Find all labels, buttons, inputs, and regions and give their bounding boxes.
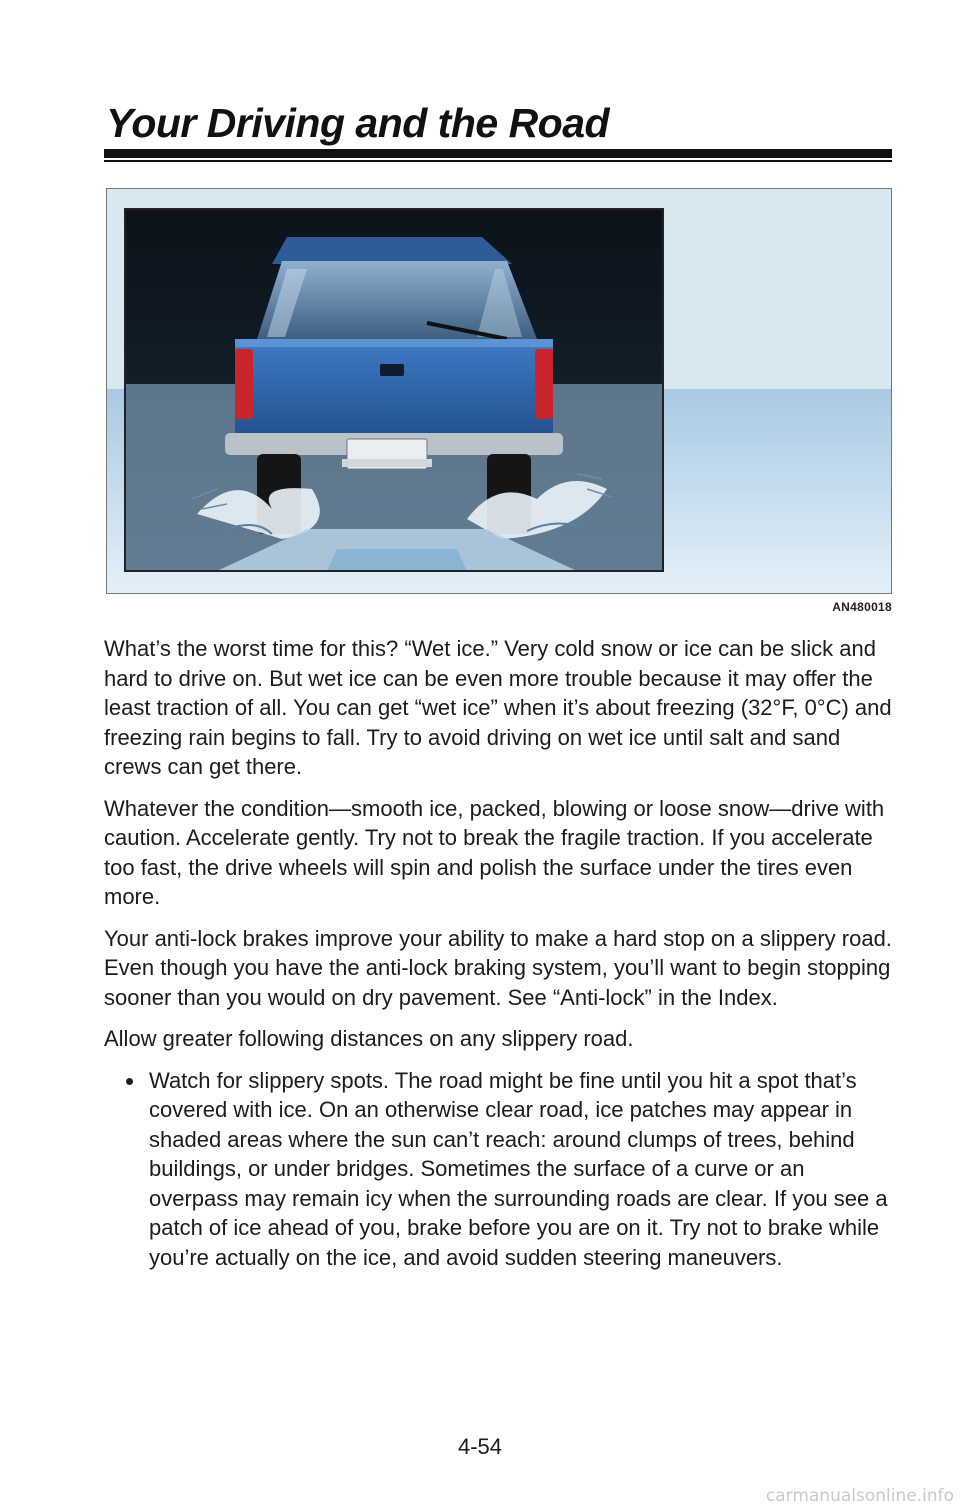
title-rule-thin — [104, 160, 892, 162]
body-text — [104, 634, 894, 1272]
paragraph: Your anti-lock brakes improve your ability to make a hard stop on a slippery road. Even though you have the anti-lock braking system, you’ll want to begin stopping sooner than you would on dry pavement. See “Anti-lock” in the Index. — [104, 925, 892, 1010]
truck-on-wet-ice-illustration — [106, 188, 892, 594]
bullet-icon — [126, 1078, 133, 1085]
paragraph: Allow greater following distances on any slippery road. — [104, 1026, 634, 1051]
paragraph: Whatever the condition—smooth ice, packed, blowing or loose snow—drive with caution. Accelerate gently. Try not to break the fragile traction. If you accelerate too fast, the drive wheels will spin and polish the surface under the tires even more. — [104, 795, 885, 909]
page-number: 4-54 — [457, 1434, 503, 1459]
title-rule — [104, 149, 892, 158]
list-item — [144, 1066, 894, 1273]
figure-id: AN480018 — [832, 600, 892, 614]
bullet-list — [104, 1066, 894, 1273]
watermark: carmanualsonline.info — [765, 1486, 954, 1506]
page-title: Your Driving and the Road — [106, 100, 610, 146]
list-item-text: Watch for slippery spots. The road might be fine until you hit a spot that’s covered with ice. On an otherwise clear road, ice patches may appear in shaded areas where the sun can’t reach: around clumps of trees, behind buildings, or under bridges. Sometimes the surface of a curve or an overpass may remain icy when the surrounding roads are clear. If you see a patch of ice ahead of you, brake before you are on it. Try not to brake while you’re actually on the ice, and avoid sudden steering maneuvers. — [149, 1067, 888, 1270]
paragraph: What’s the worst time for this? “Wet ice.” Very cold snow or ice can be slick and hard to drive on. But wet ice can be even more trouble because it may offer the least traction of all. You can get “wet ice” when it’s about freezing (32°F, 0°C) and freezing rain begins to fall. Try to avoid driving on wet ice until salt and sand crews can get there. — [104, 636, 892, 779]
